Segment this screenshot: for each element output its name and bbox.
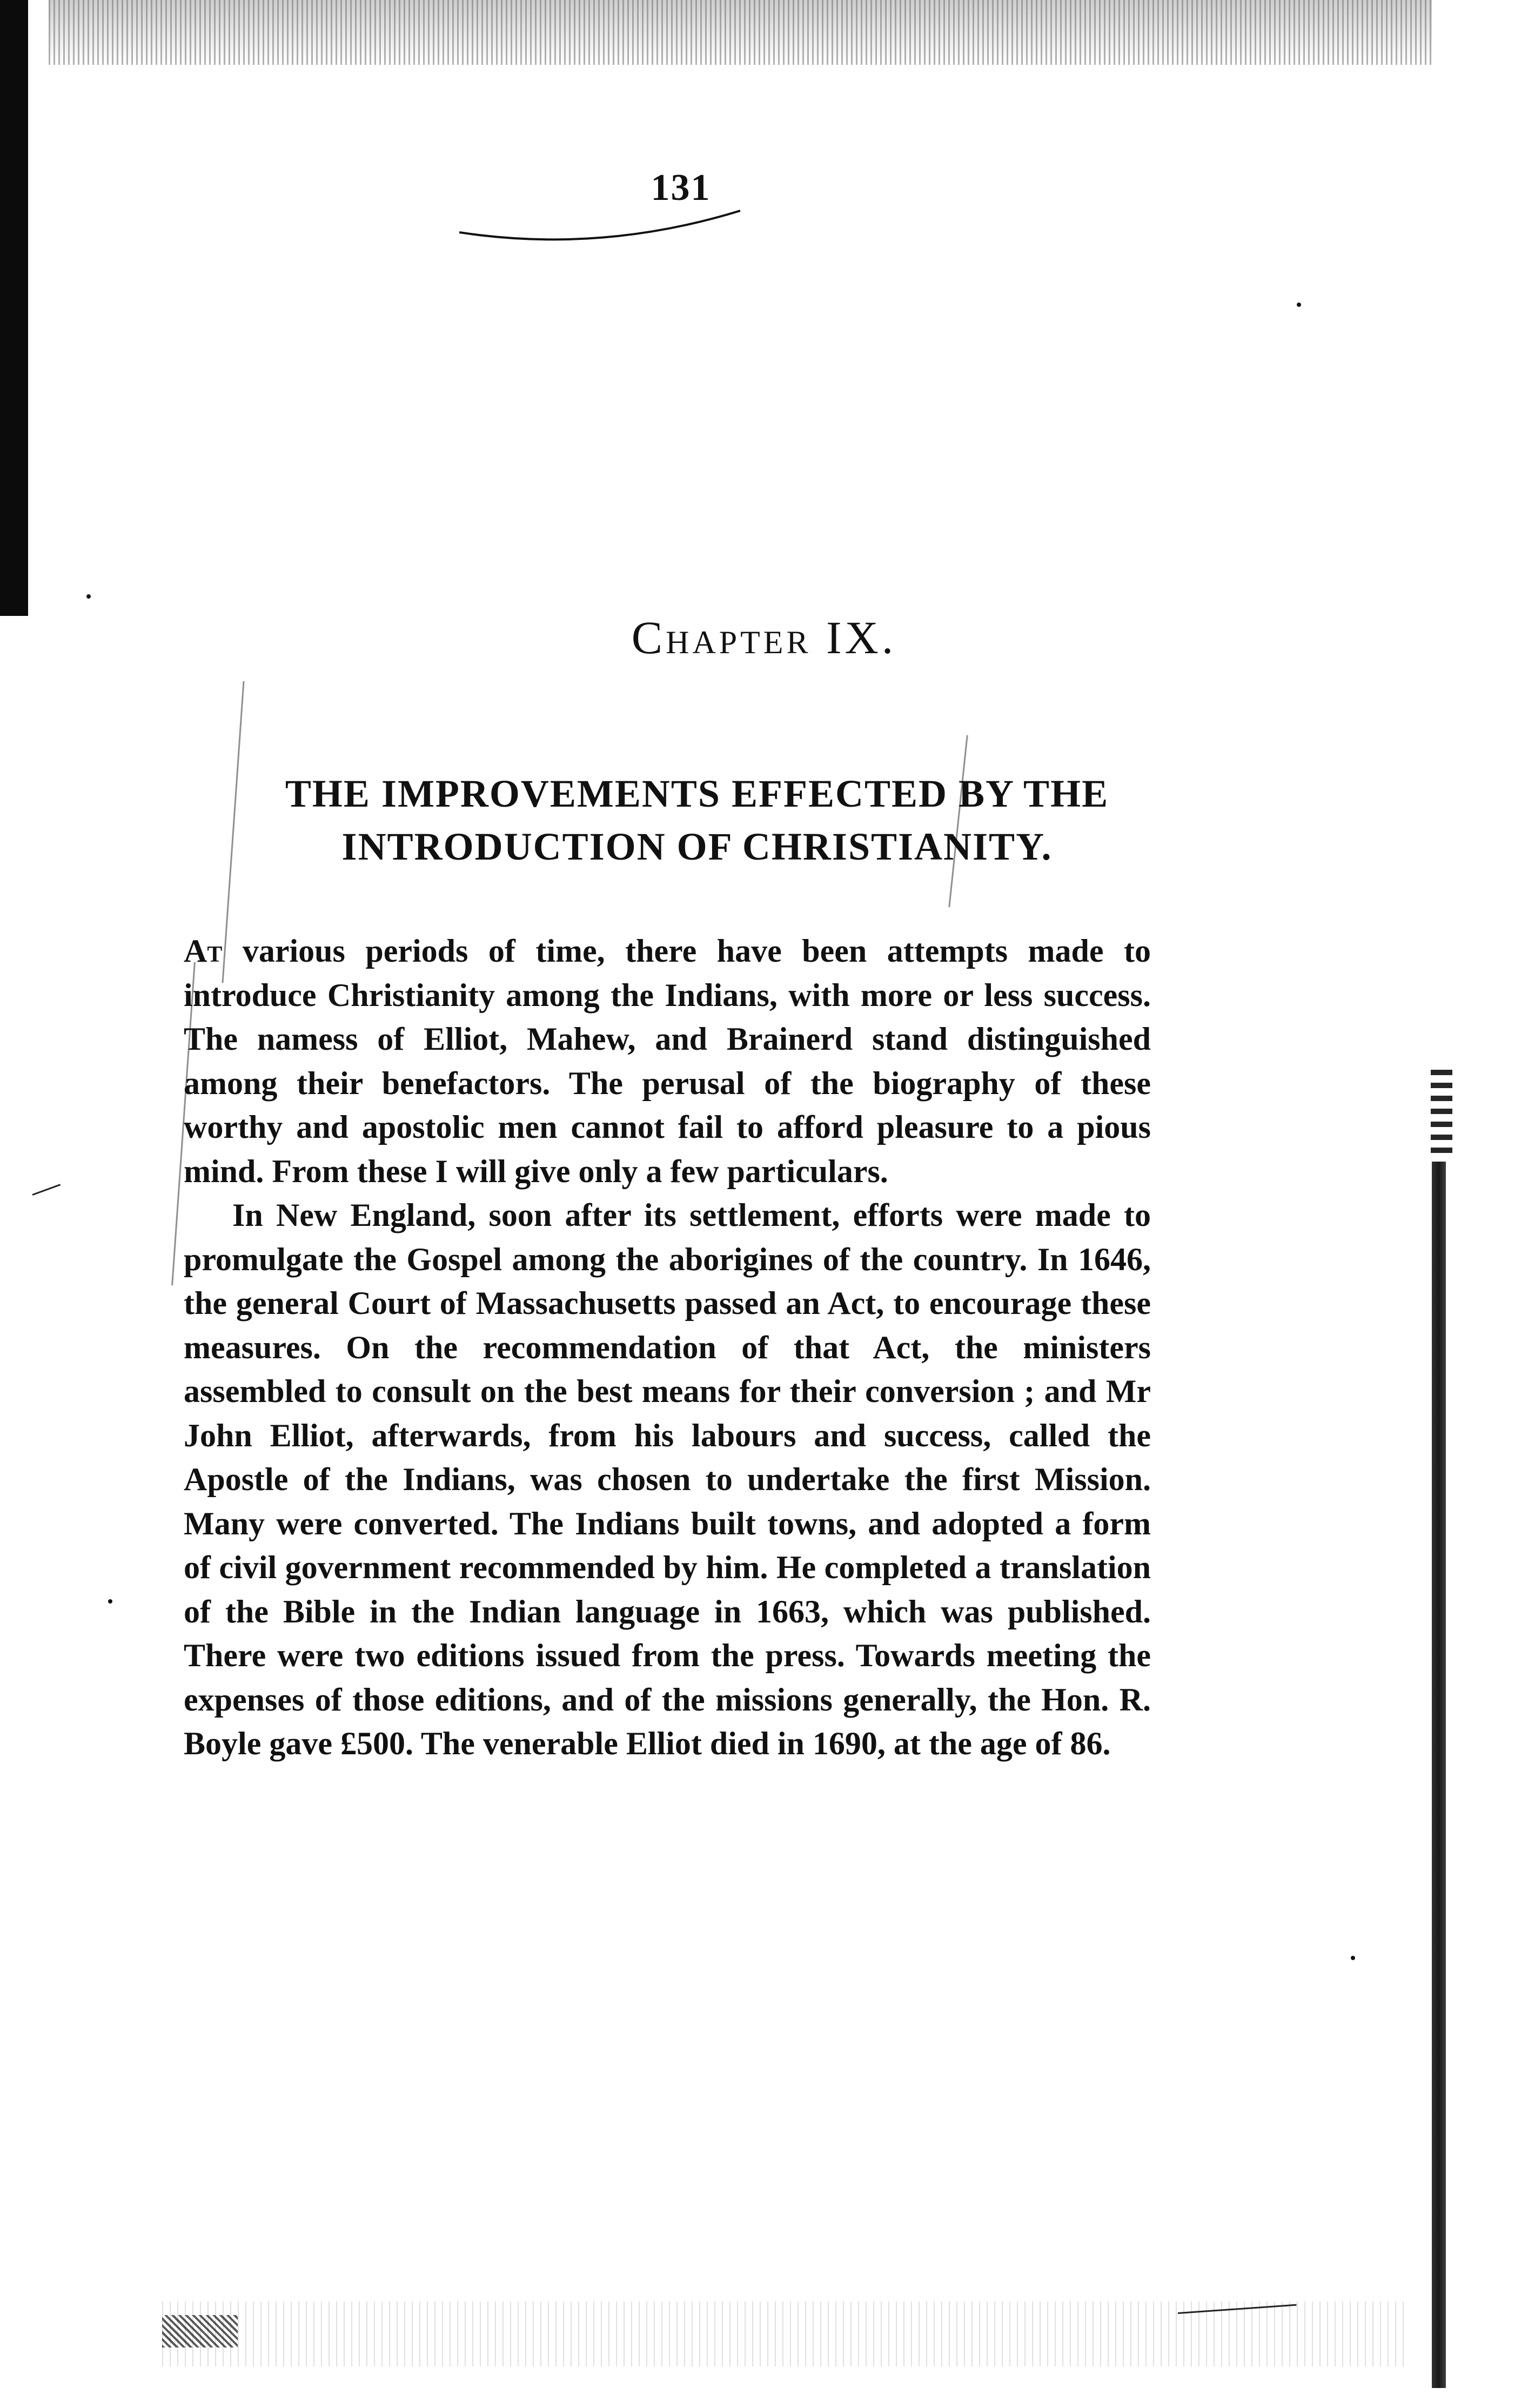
paragraph-text: various periods of time, there have been attempts made to introduce Christianity among the Indians, with more or less success. The namess of Elliot, Mahew, and Brainerd stand distinguished among their benefactors. The perusal of the biography of these worthy and apostolic men cannot fail to afford pleasure to a pious mind. From these I will give only a few particulars.	[184, 933, 1151, 1189]
speck	[108, 1599, 112, 1604]
chapter-heading: Chapter IX.	[631, 612, 897, 663]
scan-bottom-noise	[162, 2302, 1405, 2366]
paragraph	[184, 929, 1151, 1193]
scan-edge-noise	[49, 0, 1432, 65]
stray-ink-line	[32, 1184, 61, 1196]
scan-page-edge-shadow	[1432, 1162, 1446, 2388]
speck	[86, 594, 91, 599]
speck	[1297, 303, 1301, 307]
page-number: 131	[651, 167, 711, 209]
page-number-flourish	[459, 194, 762, 254]
speck	[1351, 1956, 1355, 1960]
paragraph: In New England, soon after its settlement, efforts were made to promulgate the Gospel among the aborigines of the country. In 1646, the general Court of Massachusetts passed an Act, to encourage these measures. On the recommendation of that Act, the ministers assembled to consult on the best means for their conversion ; and Mr John Elliot, afterwards, from his labours and success, called the Apostle of the Indians, was chosen to undertake the first Mission. Many were converted. The Indians built towns, and adopted a form of civil government recommended by him. He completed a translation of the Bible in the Indian language in 1663, which was published. There were two editions issued from the press. Towards meeting the expenses of those editions, and of the missions generally, the Hon. R. Boyle gave £500. The venerable Elliot died in 1690, at the age of 86.	[184, 1197, 1151, 1761]
scan-binding-shadow	[0, 0, 28, 616]
paragraph-lead: At	[184, 933, 223, 969]
scan-margin-marks	[1431, 1070, 1452, 1156]
ink-blot	[162, 2315, 238, 2347]
chapter-title: THE IMPROVEMENTS EFFECTED BY THE INTRODUCTION OF CHRISTIANITY.	[285, 772, 1109, 868]
body-text	[184, 929, 1151, 1766]
